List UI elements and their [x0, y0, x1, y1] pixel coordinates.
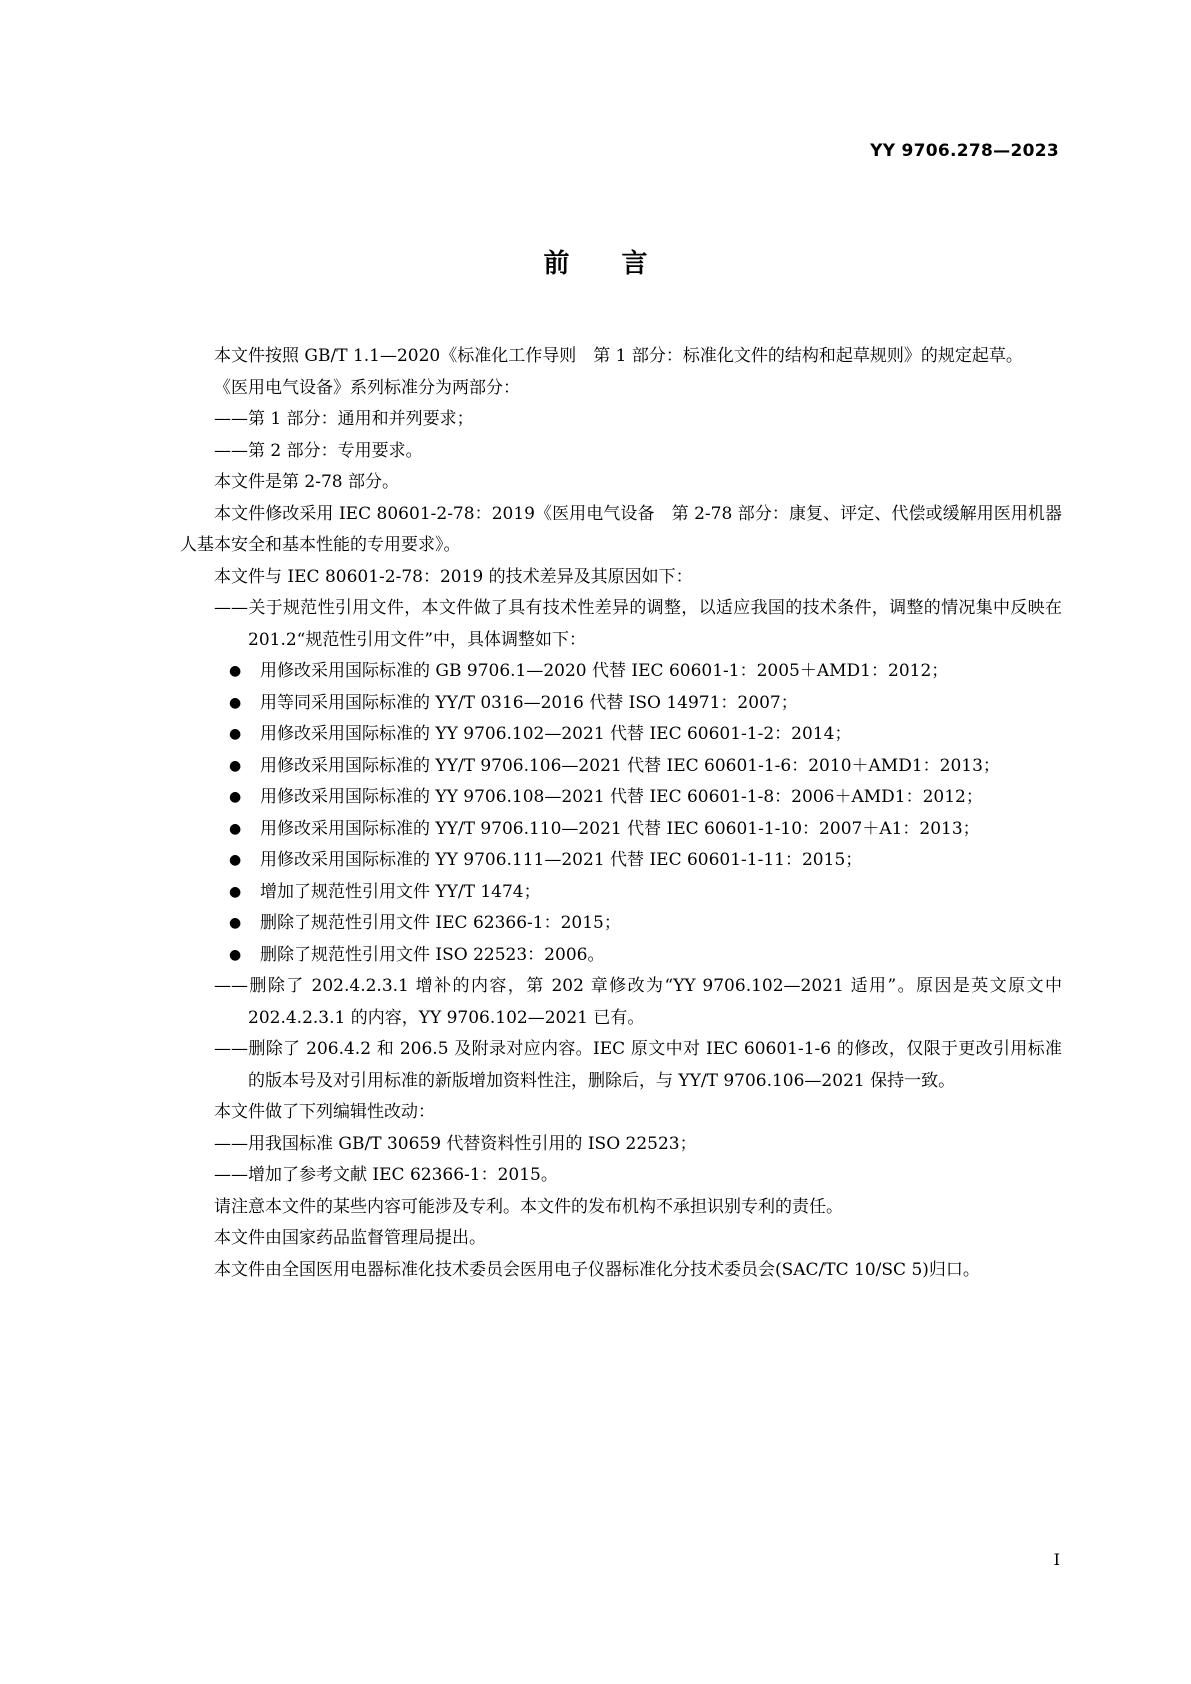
- list-item-text: 删除了规范性引用文件 IEC 62366-1：2015；: [260, 913, 621, 933]
- list-item: [180, 940, 1062, 972]
- paragraph-adoption: 本文件修改采用 IEC 80601-2-78：2019《医用电气设备 第 2-78 部分：康复、评定、代偿或缓解用医用机器人基本安全和基本性能的专用要求》。: [180, 503, 1062, 555]
- list-item-text: 用修改采用国际标准的 YY 9706.111—2021 代替 IEC 60601-1-11：2015；: [260, 850, 863, 870]
- list-item: [180, 656, 1062, 688]
- difference-chapter-202: ——删除了 202.4.2.3.1 增补的内容，第 202 章修改为“YY 9706.102—2021 适用”。原因是英文原文中 202.4.2.3.1 的内容，YY 9706.102—2021 已有。: [214, 976, 1062, 1028]
- bullet-icon: ●: [229, 726, 242, 742]
- difference-normative-references: ——关于规范性引用文件，本文件做了具有技术性差异的调整，以适应我国的技术条件，调整的情况集中反映在 201.2“规范性引用文件”中，具体调整如下：: [214, 598, 1062, 650]
- paragraph-drafting-basis: 本文件按照 GB/T 1.1—2020《标准化工作导则 第 1 部分：标准化文件的结构和起草规则》的规定起草。: [214, 346, 1023, 366]
- bullet-icon: ●: [229, 915, 242, 931]
- list-item-text: 用修改采用国际标准的 YY/T 9706.106—2021 代替 IEC 60601-1-6：2010＋AMD1：2013；: [260, 755, 1000, 776]
- bullet-icon: ●: [229, 820, 242, 837]
- list-item: [180, 719, 1062, 751]
- paragraph-series-intro: 《医用电气设备》系列标准分为两部分：: [214, 377, 520, 398]
- list-item-text: 用修改采用国际标准的 YY/T 9706.110—2021 代替 IEC 60601-1-10：2007＋A1：2013；: [260, 818, 980, 839]
- list-item-text: 删除了规范性引用文件 ISO 22523：2006。: [260, 944, 605, 965]
- paragraph-proposer: 本文件由国家药品监督管理局提出。: [214, 1228, 486, 1248]
- difference-clause-206: ——删除了 206.4.2 和 206.5 及附录对应内容。IEC 原文中对 IEC 60601-1-6 的修改，仅限于更改引用标准的版本号及对引用标准的新版增加资料性注，删除后，与 YY/T 9706.106—2021 保持一致。: [214, 1039, 1062, 1091]
- list-item-text: 用修改采用国际标准的 GB 9706.1—2020 代替 IEC 60601-1：2005＋AMD1：2012；: [260, 661, 949, 681]
- list-item: [180, 845, 1062, 877]
- paragraph-editorial-intro: 本文件做了下列编辑性改动：: [214, 1102, 435, 1122]
- bullet-icon: ●: [229, 946, 242, 963]
- paragraph-differences-intro: 本文件与 IEC 80601-2-78：2019 的技术差异及其原因如下：: [214, 566, 693, 587]
- list-item: [180, 908, 1062, 940]
- editorial-change-2: ——增加了参考文献 IEC 62366-1：2015。: [214, 1165, 558, 1185]
- list-item: [180, 688, 1062, 720]
- paragraph-part-number: 本文件是第 2-78 部分。: [214, 472, 399, 492]
- list-item: [180, 877, 1062, 909]
- paragraph-administration: 本文件由全国医用电器标准化技术委员会医用电子仪器标准化分技术委员会(SAC/TC 10/SC 5)归口。: [214, 1259, 980, 1280]
- list-item-text: 增加了规范性引用文件 YY/T 1474；: [260, 881, 541, 902]
- standard-code: YY 9706.278—2023: [870, 141, 1059, 161]
- bullet-icon: ●: [229, 663, 242, 679]
- page-number: I: [1053, 1550, 1060, 1569]
- foreword-body: [180, 341, 1062, 1286]
- editorial-change-1: ——用我国标准 GB/T 30659 代替资料性引用的 ISO 22523；: [214, 1133, 697, 1154]
- list-item-text: 用修改采用国际标准的 YY 9706.102—2021 代替 IEC 60601-1-2：2014；: [260, 724, 852, 744]
- bullet-icon: ●: [229, 757, 242, 774]
- series-part-1: ——第 1 部分：通用和并列要求；: [214, 409, 474, 429]
- bullet-icon: ●: [229, 789, 242, 805]
- list-item: [180, 782, 1062, 814]
- list-item: [180, 814, 1062, 846]
- bullet-icon: ●: [229, 883, 242, 900]
- list-item: [180, 751, 1062, 783]
- series-part-2: ——第 2 部分：专用要求。: [214, 440, 423, 461]
- page-title: 前言: [543, 249, 700, 279]
- list-item-text: 用修改采用国际标准的 YY 9706.108—2021 代替 IEC 60601-1-8：2006＋AMD1：2012；: [260, 787, 983, 807]
- paragraph-patent-notice: 请注意本文件的某些内容可能涉及专利。本文件的发布机构不承担识别专利的责任。: [214, 1196, 843, 1217]
- bullet-icon: ●: [229, 852, 242, 868]
- list-item-text: 用等同采用国际标准的 YY/T 0316—2016 代替 ISO 14971：2007；: [260, 692, 798, 713]
- bullet-icon: ●: [229, 694, 242, 711]
